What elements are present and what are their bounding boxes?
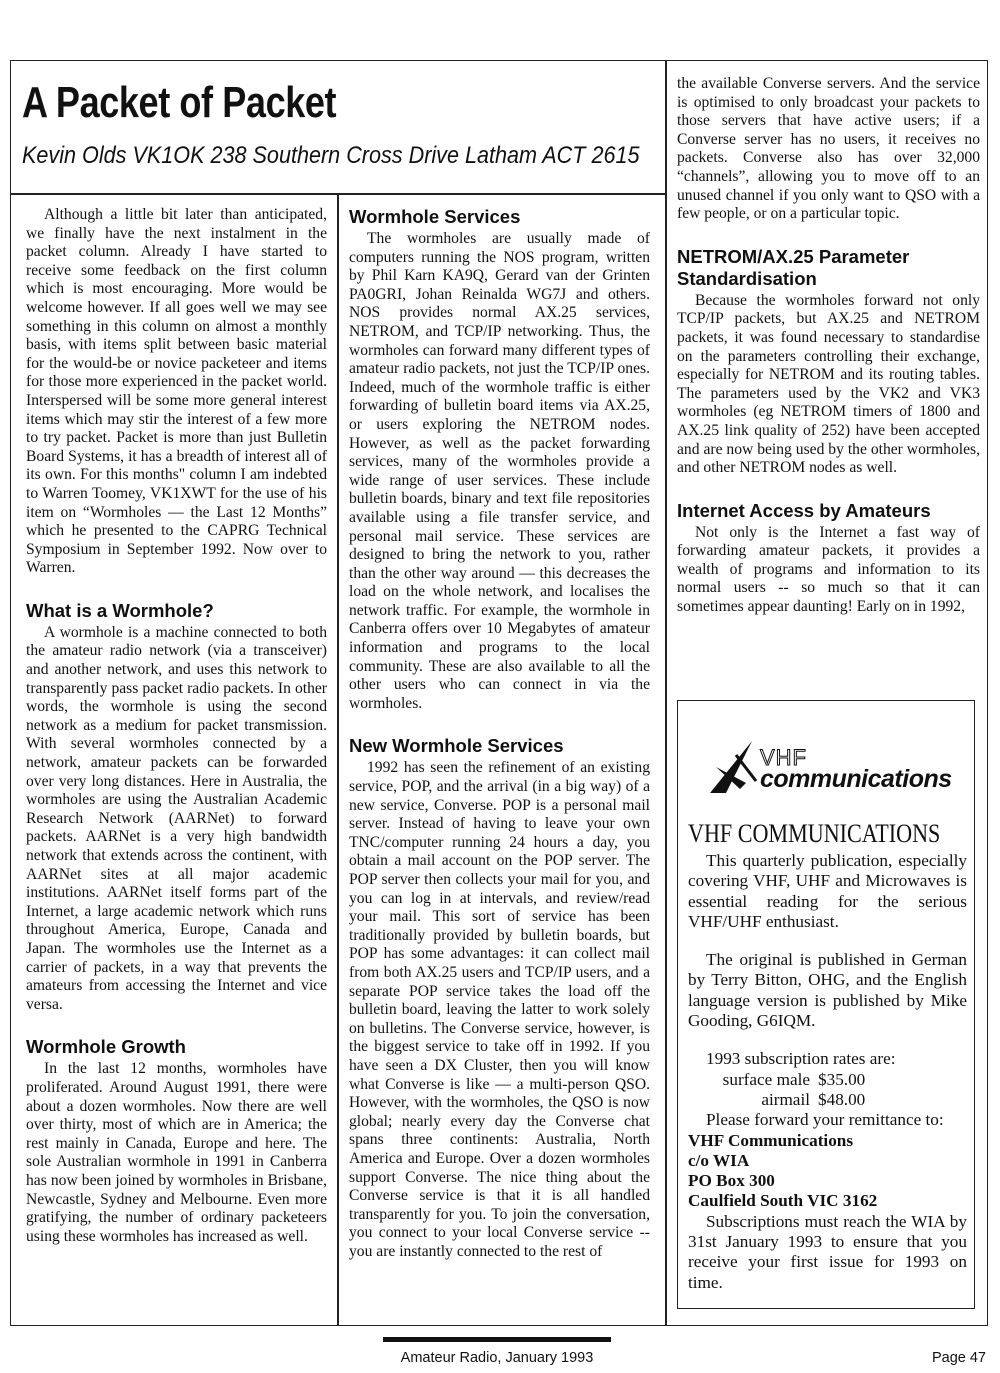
column-1 [26,206,327,1246]
remittance-text: Please forward your remittance to: [706,1110,944,1130]
internet-paragraph: Not only is the Internet a fast way of forwarding amateur packets, it provides a wealth of programs and information to its normal users -- so much so that it can sometimes appear daunting! Early on in 1992, [677,523,980,616]
column-rule-left [337,193,339,1326]
rate-value: $35.00 [818,1069,866,1089]
article-byline: Kevin Olds VK1OK 238 Southern Cross Drive Latham ACT 2615 [22,142,640,169]
address-line-2: c/o WIA [688,1150,750,1170]
article-title: A Packet of Packet [22,78,337,127]
closing-text: Subscriptions must reach the WIA by 31st January 1993 to ensure that you receive your first issue for 1993 on time. [688,1211,967,1292]
wormhole-paragraph: A wormhole is a machine connected to both the amateur radio network (via a transceiver) and another network, and uses this network to transparently pass packet radio packets. In other words, the wormhole is using the second network as a medium for packet transmission. With several wormholes connected by a network, amateur packets can be forwarded over very long distances. Here in Australia, the wormholes are using the Australian Academic Research Network (AARNet) to forward packets. AARNet is a very high bandwidth network that extends across the continent, with AARNet sites at all major academic institutions. AARNet itself forms part of the Internet, a large academic network which runs throughout America, Europe, Canada and Japan. The wormholes use the Internet as a carrier of packets, in a way that prevents the amateurs from accessing the Internet and vice versa. [26,623,327,1013]
ad-paragraph-2: The original is published in German by Terry Bitton, OHG, and the English language version is published by Mike Gooding, G6IQM. [688,950,967,1031]
footer-publication: Amateur Radio, January 1993 [400,1350,594,1366]
heading-new-wormhole-services: New Wormhole Services [349,735,564,757]
logo-communications-text: communications [760,765,952,793]
new-services-paragraph: 1992 has seen the refinement of an existing service, POP, and the arrival (in a big way) of a new service, Converse. POP is a personal mail server. Instead of having to leave your own TNC/computer running 24 hours a day, you obtain a mail account on the POP server. The POP server then collects your mail for you, and you can log in at intervals, and review/read your mail. This sort of service has been traditionally provided by bulletin boards, but POP has some advantages: it can collect mail from both AX.25 users and TCP/IP users, and a separate POP service takes the load off the bulletin board, leaving the latter to work solely on bulletins. The Converse service, however, is the biggest service to take off in 1992. If you have seen a DX Cluster, then you will know what Converse is like — a multi-person QSO. However, with the wormholes, the QSO is now global; nearly every day the Converse chat spans three continents: Australia, North America and Europe. Over a dozen wormholes support Converse. The nice thing about the Converse service is that it is all handled transparently for you. To join the conversation, you connect to your local Converse service -- you are instantly connected to the rest of [349,759,650,1260]
rate-row-airmail [688,1090,967,1110]
column-3 [677,75,980,617]
heading-netrom-standardisation: NETROM/AX.25 Parameter Standardisation [677,245,910,289]
antenna-logo-icon [706,737,766,797]
logo-vhf-text: VHF [760,745,807,770]
heading-what-is-wormhole: What is a Wormhole? [26,599,214,621]
continued-paragraph: the available Converse servers. And the service is optimised to only broadcast your packets to those servers that have active users; if a Converse server has no users, it receives no packets. Converse also has over 32,000 “channels”, allowing you to move off to an unused channel if you only want to QSO with a few people, or on a particular topic. [677,75,980,223]
rates-intro: 1993 subscription rates are: [706,1049,896,1069]
growth-paragraph: In the last 12 months, wormholes have proliferated. Around August 1991, there were about a dozen wormholes. Now there are well over thirty, most of which are in America; the rest mainly in Canada, Europe and here. The sole Australian wormhole in 1991 in Canberra has now been joined by wormholes in Brisbane, Newcastle, Sydney and Melbourne. Even more gratifying, the number of ordinary packeteers using these wormholes has increased as well. [26,1060,327,1245]
vhf-communications-ad [677,700,975,1309]
intro-paragraph: Although a little bit later than anticipated, we finally have the next instalment in the packet column. Already I have started to receive some feedback on the first column which is most encouraging. More would be welcome however. If all goes well we may see something in this column on almost a monthly basis, with items split between basic material for the would-be or novice packeteer and items for those more experienced in the packet world. Interspersed will be some more general interest items which may stir the interest of a few more to try packet. Packet is more than just Bulletin Board Systems, it has a breadth of interest all of its own. For this months" column I am indebted to Warren Toomey, VK1XWT for the use of his item on “Wormholes — the Last 12 Months” which he presented to the CAPRG Technical Symposium in September 1992. Now over to Warren. [26,206,327,577]
rate-label: surface male [722,1069,810,1089]
address-line-1: VHF Communications [688,1130,854,1150]
ad-heading: VHF COMMUNICATIONS [688,819,941,848]
column-2 [349,206,650,1261]
rate-row-surface [688,1070,967,1090]
netrom-paragraph: Because the wormholes forward not only TCP/IP packets, but AX.25 and NETROM packets, it was found necessary to standardise on the parameters controlling their exchange, especially for NETROM and its routing tables. The parameters used by the VK2 and VK3 wormholes (eg NETROM timers of 1800 and AX.25 link quality of 252) have been accepted and are now being used by the other wormholes, and other NETROM nodes as well. [677,291,980,477]
address-line-3: PO Box 300 [688,1171,775,1191]
rate-value: $48.00 [818,1089,866,1109]
ad-paragraph-1: This quarterly publication, especially covering VHF, UHF and Microwaves is essential reading for the serious VHF/UHF enthusiast. [688,851,967,931]
column-rule-right [665,60,667,1326]
address-line-4: Caulfield South VIC 3162 [688,1191,878,1211]
rate-label: airmail [761,1089,810,1109]
heading-wormhole-growth: Wormhole Growth [26,1036,186,1058]
footer-bar [383,1337,611,1342]
heading-wormhole-services: Wormhole Services [349,206,521,227]
footer-page-number: Page 47 [931,1350,986,1366]
heading-internet-access: Internet Access by Amateurs [677,499,931,521]
ad-body [688,851,967,1293]
services-paragraph: The wormholes are usually made of computers running the NOS program, written by Phil Karn KA9Q, Gerard van der Grinten PA0GRI, Johan Reinalda WG7J and others. NOS provides normal AX.25 services, NETROM, and TCP/IP networking. Thus, the wormholes can forward many different types of amateur radio packets, not just the TCP/IP ones. Indeed, much of the wormhole traffic is either forwarding of bulletin board items via AX.25, or users exploring the NETROM nodes. However, as well as the packet forwarding services, many of the wormholes provide a wide range of user services. These include bulletin boards, binary and text file repositories available using a file transfer service, and personal mail service. These services are designed to bring the network to you, rather than the other way around — this decreases the load on the whole network, and localises the network traffic. For example, the wormhole in Canberra offers over 10 Megabytes of amateur information and programs to the local community. These are also available to all the other users who can connect in via the wormholes. [349,230,650,712]
